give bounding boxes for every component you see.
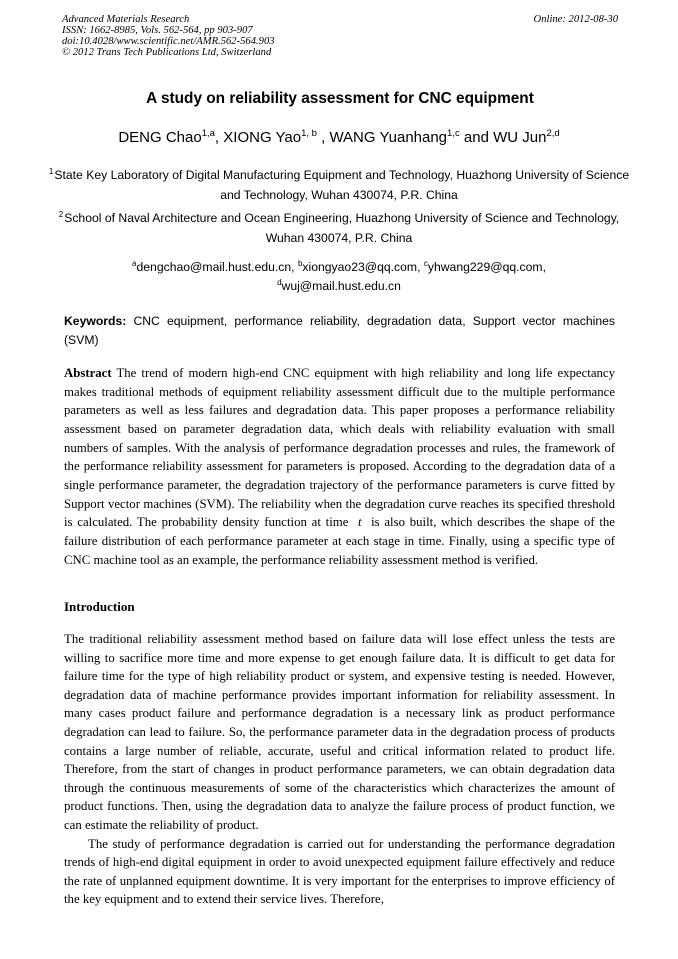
author-emails: [39, 258, 639, 296]
author-affiliation-mark: 2,d: [546, 128, 560, 139]
issn-line: ISSN: 1662-8985, Vols. 562-564, pp 903-907: [62, 25, 253, 36]
introduction-body: [64, 630, 615, 909]
keywords-label: Keywords:: [64, 314, 127, 328]
paper-title: A study on reliability assessment for CNC equipment: [146, 90, 534, 107]
email-address: xiongyao23@qq.com: [302, 260, 418, 274]
author-affiliation-mark: 1,a: [201, 128, 215, 139]
email-address: wuj@mail.hust.edu.cn: [281, 279, 401, 293]
author-affiliation-mark: 1, b: [301, 128, 317, 139]
author-name: WANG Yuanhang: [329, 129, 448, 146]
author-name: WU Jun: [493, 129, 547, 146]
email-line: $^a$dengchao@mail.hust.edu.cn, $^b$xiongyao23@qq.com, $^c$yhwang229@qq.com,: [132, 259, 546, 274]
author-list: [40, 128, 638, 148]
author-name: DENG Chao: [118, 129, 202, 146]
keywords-block: [64, 312, 615, 350]
copyright-line: © 2012 Trans Tech Publications Ltd, Switzerland: [62, 47, 272, 58]
author-separator: ,: [316, 129, 330, 146]
abstract-text-continued: is also built, which describes the shape of the failure distribution of each performance parameter at each stage in time. Finally, using a specific type of CNC machine tool as an example, the performance reliability assessment method is verified.: [64, 515, 615, 567]
email-mark: d: [277, 278, 282, 287]
running-header: [62, 14, 618, 58]
author-separator: and: [459, 129, 494, 146]
time-variable: t: [357, 515, 362, 530]
body-paragraph: The study of performance degradation is carried out for understanding the performance degradation trends of high-end digital equipment in order to avoid unexpected equipment failure effectively and reduce the rate of unplanned equipment downtime. It is very important for the enterprises to improve efficiency of the key equipment and to extend their service lives. Therefore,: [64, 836, 615, 907]
affiliation-1: [39, 165, 639, 205]
abstract-label: Abstract: [64, 366, 112, 380]
abstract-block: [64, 364, 615, 569]
affiliation-2: [39, 208, 639, 248]
journal-name: Advanced Materials Research: [62, 14, 190, 25]
author-separator: ,: [214, 129, 224, 146]
email-address: yhwang229@qq.com: [427, 260, 543, 274]
section-heading-introduction: Introduction: [64, 599, 135, 614]
email-mark: c: [423, 259, 428, 268]
online-date: Online: 2012-08-30: [533, 14, 618, 25]
abstract-text: The trend of modern high-end CNC equipment with high reliability and long life expectancy makes traditional methods of equipment reliability assessment difficult due to the multiple performance parameters as well as less failures and degradation data. This paper proposes a performance reliability assessment based on parameter degradation data, which deals with reliability evaluation with small numbers of samples. With the analysis of performance degradation processes and rules, the framework of the performance reliability assessment for parameters is proposed. According to the degradation data of a single performance parameter, the degradation trajectory of the performance parameters is curve fitted by Support vector machines (SVM). The reliability when the degradation curve reaches its specified threshold is calculated. The probability density function at time: [64, 366, 615, 530]
email-address: dengchao@mail.hust.edu.cn: [136, 260, 292, 274]
email-line: [39, 277, 639, 296]
affiliation-mark: 2: [58, 210, 64, 219]
doi-line: doi:10.4028/www.scientific.net/AMR.562-564.903: [62, 36, 275, 47]
affiliation-text: State Key Laboratory of Digital Manufacturing Equipment and Technology, Huazhong University of Science and Technology, Wuhan 430074, P.R. China: [54, 168, 630, 202]
affiliation-text: School of Naval Architecture and Ocean Engineering, Huazhong University of Science and Technology, Wuhan 430074, P.R. China: [64, 211, 620, 245]
body-paragraph: The traditional reliability assessment method based on failure data will lose effect unless the tests are willing to sacrifice more time and more expense to get enough failure data. It is difficult to get data for failure time for the type of high reliability product or system, and expensive testing is needed. However, degradation data of machine performance provides important information for reliability assessment. In many cases product failure and performance degradation is a necessary link as product performance degradation can lead to failure. So, the performance parameter data in the degradation process of products contains a large number of reliable, accurate, useful and critical information related to product life. Therefore, from the start of changes in product performance parameters, we can obtain degradation data through the continuous measurements of some of the characteristics which characterizes the amount of product functions. Then, using the degradation data to analyze the failure process of product function, we can estimate the reliability of product.: [64, 632, 615, 832]
author-name: XIONG Yao: [223, 129, 302, 146]
email-mark: b: [297, 259, 303, 268]
affiliation-mark: 1: [48, 167, 54, 176]
keywords-text: CNC equipment, performance reliability, degradation data, Support vector machines (SVM): [64, 314, 616, 347]
author-affiliation-mark: 1,c: [447, 128, 460, 139]
email-mark: a: [132, 259, 137, 268]
